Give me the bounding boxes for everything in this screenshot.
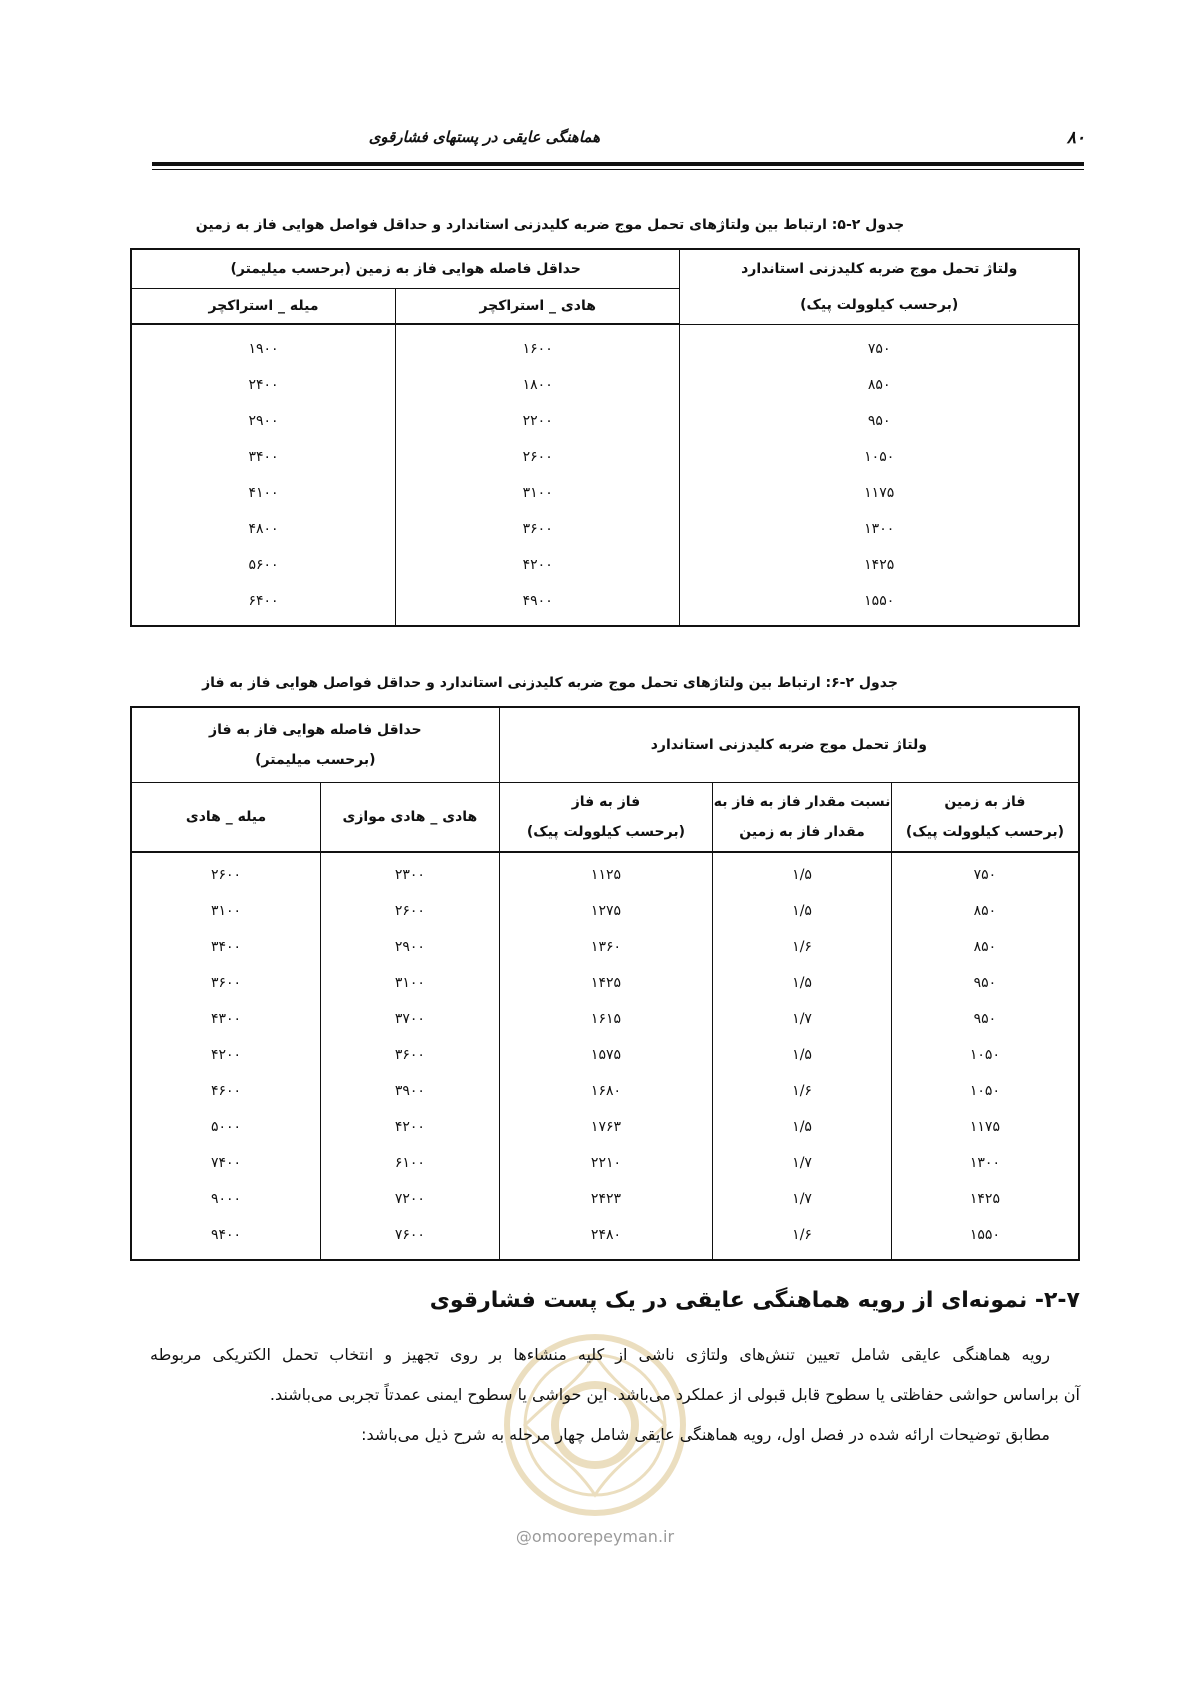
table2-row-cell-rod: ۴۲۰۰: [131, 1037, 321, 1073]
table1-caption: جدول ۲-۵: ارتباط بین ولتاژهای تحمل موج ضربه کلیدزنی استاندارد و حداقل فواصل هوایی فاز به زمین: [195, 217, 905, 233]
table2-row-cell-pe: ۱۴۲۵: [891, 1181, 1079, 1217]
table2-row-cell-pe: ۸۵۰: [891, 929, 1079, 965]
table2-row-cell-rod: ۷۴۰۰: [131, 1145, 321, 1181]
table2-row-cell-ratio: ۱/۶: [713, 1073, 892, 1109]
table2-row-cell-pp: ۱۶۱۵: [499, 1001, 713, 1037]
table2-row-cell-parallel: ۳۶۰۰: [321, 1037, 500, 1073]
table1-row-cell-conductor: ۱۶۰۰: [395, 324, 679, 367]
table2-row-cell-ratio: ۱/۷: [713, 1145, 892, 1181]
table2-row: [131, 965, 1079, 1001]
table1-row-cell-rod: ۲۹۰۰: [131, 403, 395, 439]
table2-header-phase-earth: [891, 783, 1079, 853]
table1-row-cell-voltage: ۱۱۷۵: [680, 475, 1079, 511]
table2-row-cell-pe: ۱۰۵۰: [891, 1037, 1079, 1073]
table2-row-cell-ratio: ۱/۵: [713, 852, 892, 893]
table1-row-cell-voltage: ۱۳۰۰: [680, 511, 1079, 547]
table1-row-cell-voltage: ۱۴۲۵: [680, 547, 1079, 583]
table1-header-voltage-line1: ولتاژ تحمل موج ضربه کلیدزنی استاندارد: [741, 260, 1018, 277]
table2-row-cell-pp: ۲۴۸۰: [499, 1217, 713, 1260]
table1-header-voltage-line2: (برحسب کیلوولت پیک): [800, 296, 959, 313]
table2-row-cell-rod: ۴۶۰۰: [131, 1073, 321, 1109]
table2-row-cell-rod: ۲۶۰۰: [131, 852, 321, 893]
table2-row-cell-pe: ۸۵۰: [891, 893, 1079, 929]
table2-row-cell-pp: ۲۴۲۳: [499, 1181, 713, 1217]
table2-row-cell-parallel: ۲۳۰۰: [321, 852, 500, 893]
paragraph-1-line-1: رویه هماهنگی عایقی شامل تعیین تنش‌های ولتاژی ناشی از کلیه منشاءها بر روی تجهیز و انتخاب تحمل الکتریکی مربوطه: [150, 1345, 1050, 1364]
table2-row-cell-parallel: ۷۲۰۰: [321, 1181, 500, 1217]
table1-row-cell-conductor: ۲۲۰۰: [395, 403, 679, 439]
table2-header-ratio-line2: مقدار فاز به زمین: [739, 824, 865, 840]
table2-header-parallel: هادی _ هادی موازی: [321, 783, 500, 853]
table-phase-phase-clearance: [130, 706, 1080, 1261]
table1-row-cell-conductor: ۱۸۰۰: [395, 367, 679, 403]
table2-row-cell-pp: ۱۵۷۵: [499, 1037, 713, 1073]
table2-header-clearance: [131, 707, 499, 783]
table1-row: [131, 583, 1079, 626]
table2-row-cell-ratio: ۱/۷: [713, 1181, 892, 1217]
table2-row-cell-pe: ۱۱۷۵: [891, 1109, 1079, 1145]
table2-header-voltage-group: ولتاژ تحمل موج ضربه کلیدزنی استاندارد: [499, 707, 1079, 783]
table2-header-phase-phase-line2: (برحسب کیلوولت پیک): [526, 824, 686, 840]
table2-row-cell-rod: ۴۳۰۰: [131, 1001, 321, 1037]
table2-row-cell-parallel: ۲۹۰۰: [321, 929, 500, 965]
table2-caption: جدول ۲-۶: ارتباط بین ولتاژهای تحمل موج ضربه کلیدزنی استاندارد و حداقل فواصل هوایی فاز به فاز: [202, 675, 898, 691]
table1-row: [131, 475, 1079, 511]
table1-row-cell-conductor: ۲۶۰۰: [395, 439, 679, 475]
table1-row: [131, 324, 1079, 367]
table1-row-cell-rod: ۳۴۰۰: [131, 439, 395, 475]
table2-row-cell-pp: ۱۲۷۵: [499, 893, 713, 929]
table2-row-cell-pp: ۲۲۱۰: [499, 1145, 713, 1181]
paragraph-1-line-2: آن براساس حواشی حفاظتی یا سطوح قابل قبولی از عملکرد می‌باشد. این حواشی یا سطوح ایمنی عمدتاً تجربی می‌باشند.: [269, 1385, 1080, 1404]
table2-row-cell-pe: ۹۵۰: [891, 1001, 1079, 1037]
table2-row-cell-rod: ۳۴۰۰: [131, 929, 321, 965]
table2-row-cell-ratio: ۱/۷: [713, 1001, 892, 1037]
table1-header-clearance: حداقل فاصله هوایی فاز به زمین (برحسب میلیمتر): [131, 249, 680, 289]
table2-header-ratio: [713, 783, 892, 853]
table1-row-cell-rod: ۴۱۰۰: [131, 475, 395, 511]
table2-row-cell-ratio: ۱/۵: [713, 1037, 892, 1073]
table2-header-clearance-line1: حداقل فاصله هوایی فاز به فاز: [209, 722, 422, 738]
body-paragraph-2: مطابق توضیحات ارائه شده در فصل اول، رویه هماهنگی عایقی شامل چهار مرحله به شرح ذیل می‌باشد:: [361, 1425, 1050, 1444]
table2-row-cell-ratio: ۱/۶: [713, 929, 892, 965]
table2-row: [131, 1181, 1079, 1217]
table2-row-cell-parallel: ۷۶۰۰: [321, 1217, 500, 1260]
table2-row-cell-pp: ۱۳۶۰: [499, 929, 713, 965]
table2-row: [131, 1109, 1079, 1145]
table1-header-voltage: [680, 249, 1079, 324]
table2-header-phase-phase-line1: فاز به فاز: [571, 794, 641, 810]
table2-row-cell-pe: ۷۵۰: [891, 852, 1079, 893]
watermark-text: @omoorepeyman.ir: [515, 1527, 675, 1546]
table2-row-cell-parallel: ۲۶۰۰: [321, 893, 500, 929]
table1-row-cell-voltage: ۱۵۵۰: [680, 583, 1079, 626]
table2-row-cell-rod: ۳۶۰۰: [131, 965, 321, 1001]
table2-row-cell-rod: ۳۱۰۰: [131, 893, 321, 929]
table2-row-cell-rod: ۵۰۰۰: [131, 1109, 321, 1145]
table2-row-cell-ratio: ۱/۵: [713, 965, 892, 1001]
table1-header-conductor: هادی _ استراکچر: [395, 289, 679, 325]
table-phase-earth-clearance: [130, 248, 1080, 627]
table1-row-cell-voltage: ۹۵۰: [680, 403, 1079, 439]
table1-row-cell-voltage: ۷۵۰: [680, 324, 1079, 367]
table1-row: [131, 547, 1079, 583]
table2-row-cell-pp: ۱۷۶۳: [499, 1109, 713, 1145]
table1-row-cell-rod: ۴۸۰۰: [131, 511, 395, 547]
page-number: ۸۰: [1066, 128, 1085, 148]
table2-row: [131, 1145, 1079, 1181]
table2-row-cell-pp: ۱۱۲۵: [499, 852, 713, 893]
table1-row-cell-rod: ۶۴۰۰: [131, 583, 395, 626]
table2-row-cell-ratio: ۱/۶: [713, 1217, 892, 1260]
table2-header-ratio-line1: نسبت مقدار فاز به فاز به: [713, 794, 891, 810]
table2-row-cell-rod: ۹۴۰۰: [131, 1217, 321, 1260]
table2-header-rod: میله _ هادی: [131, 783, 321, 853]
table1-row-cell-conductor: ۳۶۰۰: [395, 511, 679, 547]
table2-row: [131, 1217, 1079, 1260]
table2-row: [131, 893, 1079, 929]
table1-row-cell-conductor: ۴۹۰۰: [395, 583, 679, 626]
table2-header-clearance-line2: (برحسب میلیمتر): [255, 752, 376, 768]
table1-row-cell-voltage: ۱۰۵۰: [680, 439, 1079, 475]
table2-row-cell-parallel: ۳۷۰۰: [321, 1001, 500, 1037]
body-paragraph-1: [150, 1335, 1080, 1415]
table2-header-phase-earth-line1: فاز به زمین: [944, 794, 1026, 810]
table1-row: [131, 439, 1079, 475]
table2-row-cell-parallel: ۴۲۰۰: [321, 1109, 500, 1145]
table2-row-cell-pe: ۱۵۵۰: [891, 1217, 1079, 1260]
table1-row: [131, 367, 1079, 403]
table2-row-cell-rod: ۹۰۰۰: [131, 1181, 321, 1217]
header-rule-thin: [152, 169, 1084, 170]
table1-row-cell-conductor: ۳۱۰۰: [395, 475, 679, 511]
table2-row: [131, 852, 1079, 893]
table1-row-cell-rod: ۵۶۰۰: [131, 547, 395, 583]
table2-row-cell-parallel: ۶۱۰۰: [321, 1145, 500, 1181]
table2-row-cell-pe: ۱۳۰۰: [891, 1145, 1079, 1181]
table2-row: [131, 1001, 1079, 1037]
table2-header-phase-phase: [499, 783, 713, 853]
header-rule-thick: [152, 162, 1084, 166]
table1-row-cell-rod: ۲۴۰۰: [131, 367, 395, 403]
table1-row-cell-voltage: ۸۵۰: [680, 367, 1079, 403]
table2-row-cell-parallel: ۳۹۰۰: [321, 1073, 500, 1109]
table2-row: [131, 1037, 1079, 1073]
table2-row: [131, 1073, 1079, 1109]
table2-row-cell-pp: ۱۴۲۵: [499, 965, 713, 1001]
table2-header-phase-earth-line2: (برحسب کیلوولت پیک): [905, 824, 1064, 840]
table2-row-cell-pe: ۹۵۰: [891, 965, 1079, 1001]
running-header-title: هماهنگی عایقی در پستهای فشارقوی: [368, 128, 600, 146]
section-heading: ۲-۷- نمونه‌ای از رویه هماهنگی عایقی در یک پست فشارقوی: [429, 1288, 1080, 1313]
table1-body: [131, 324, 1079, 626]
table2-body: [131, 852, 1079, 1260]
table1-row: [131, 403, 1079, 439]
table1-row-cell-conductor: ۴۲۰۰: [395, 547, 679, 583]
table1-row-cell-rod: ۱۹۰۰: [131, 324, 395, 367]
table2-row-cell-parallel: ۳۱۰۰: [321, 965, 500, 1001]
table2-row-cell-ratio: ۱/۵: [713, 893, 892, 929]
table2-row: [131, 929, 1079, 965]
table1-header-rod: میله _ استراکچر: [131, 289, 395, 325]
table2-row-cell-ratio: ۱/۵: [713, 1109, 892, 1145]
table2-row-cell-pp: ۱۶۸۰: [499, 1073, 713, 1109]
table2-row-cell-pe: ۱۰۵۰: [891, 1073, 1079, 1109]
table1-row: [131, 511, 1079, 547]
